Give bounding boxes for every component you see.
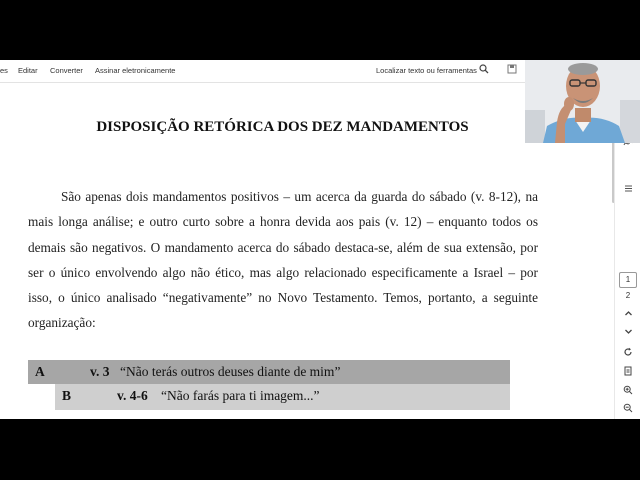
current-page-indicator[interactable]: 1 bbox=[619, 272, 637, 288]
row-letter: A bbox=[35, 364, 45, 379]
save-icon[interactable] bbox=[506, 64, 518, 76]
presenter-image bbox=[525, 60, 640, 143]
zoom-out-icon[interactable] bbox=[621, 403, 635, 417]
table-row bbox=[28, 360, 510, 384]
toolbar-item-assinar[interactable]: Assinar eletronicamente bbox=[95, 66, 176, 75]
webcam-overlay bbox=[525, 60, 640, 143]
refresh-icon[interactable] bbox=[621, 347, 635, 361]
zoom-in-icon[interactable] bbox=[621, 385, 635, 399]
toolbar-item-editar[interactable]: Editar bbox=[18, 66, 38, 75]
document-page bbox=[0, 83, 614, 419]
search-tools-label[interactable]: Localizar texto ou ferramentas bbox=[376, 66, 477, 75]
menu-icon[interactable] bbox=[621, 183, 635, 197]
search-icon[interactable] bbox=[478, 64, 490, 76]
page-icon[interactable] bbox=[621, 366, 635, 380]
document-title: DISPOSIÇÃO RETÓRICA DOS DEZ MANDAMENTOS bbox=[96, 119, 469, 135]
toolbar-item-tools[interactable]: es bbox=[0, 66, 8, 75]
chevron-down-icon[interactable] bbox=[621, 327, 635, 341]
row-verse: v. 4-6 bbox=[117, 388, 148, 403]
chevron-up-icon[interactable] bbox=[621, 309, 635, 323]
row-text: “Não terás outros deuses diante de mim” bbox=[120, 364, 341, 379]
screen bbox=[0, 60, 640, 419]
table-row bbox=[55, 384, 510, 410]
total-pages-label: 2 bbox=[625, 291, 631, 300]
document-paragraph: São apenas dois mandamentos positivos – um acerca da guarda do sábado (v. 8-12), na mais longa análise; e outro curto sobre a honra devida aos pais (v. 12) – enquanto todos os demais são negativos. O mandamento acerca do sábado destaca-se, além de sua extensão, por ser o único envolvendo algo não ético, mas algo relacionado especificamente a Israel – por isso, o único analisado “negativamente” no Novo Testamento. Temos, portanto, a seguinte organização: bbox=[28, 189, 538, 331]
row-letter: B bbox=[62, 388, 72, 403]
row-verse: v. 3 bbox=[90, 364, 110, 379]
row-text: “Não farás para ti imagem...” bbox=[161, 388, 320, 403]
toolbar-item-converter[interactable]: Converter bbox=[50, 66, 83, 75]
